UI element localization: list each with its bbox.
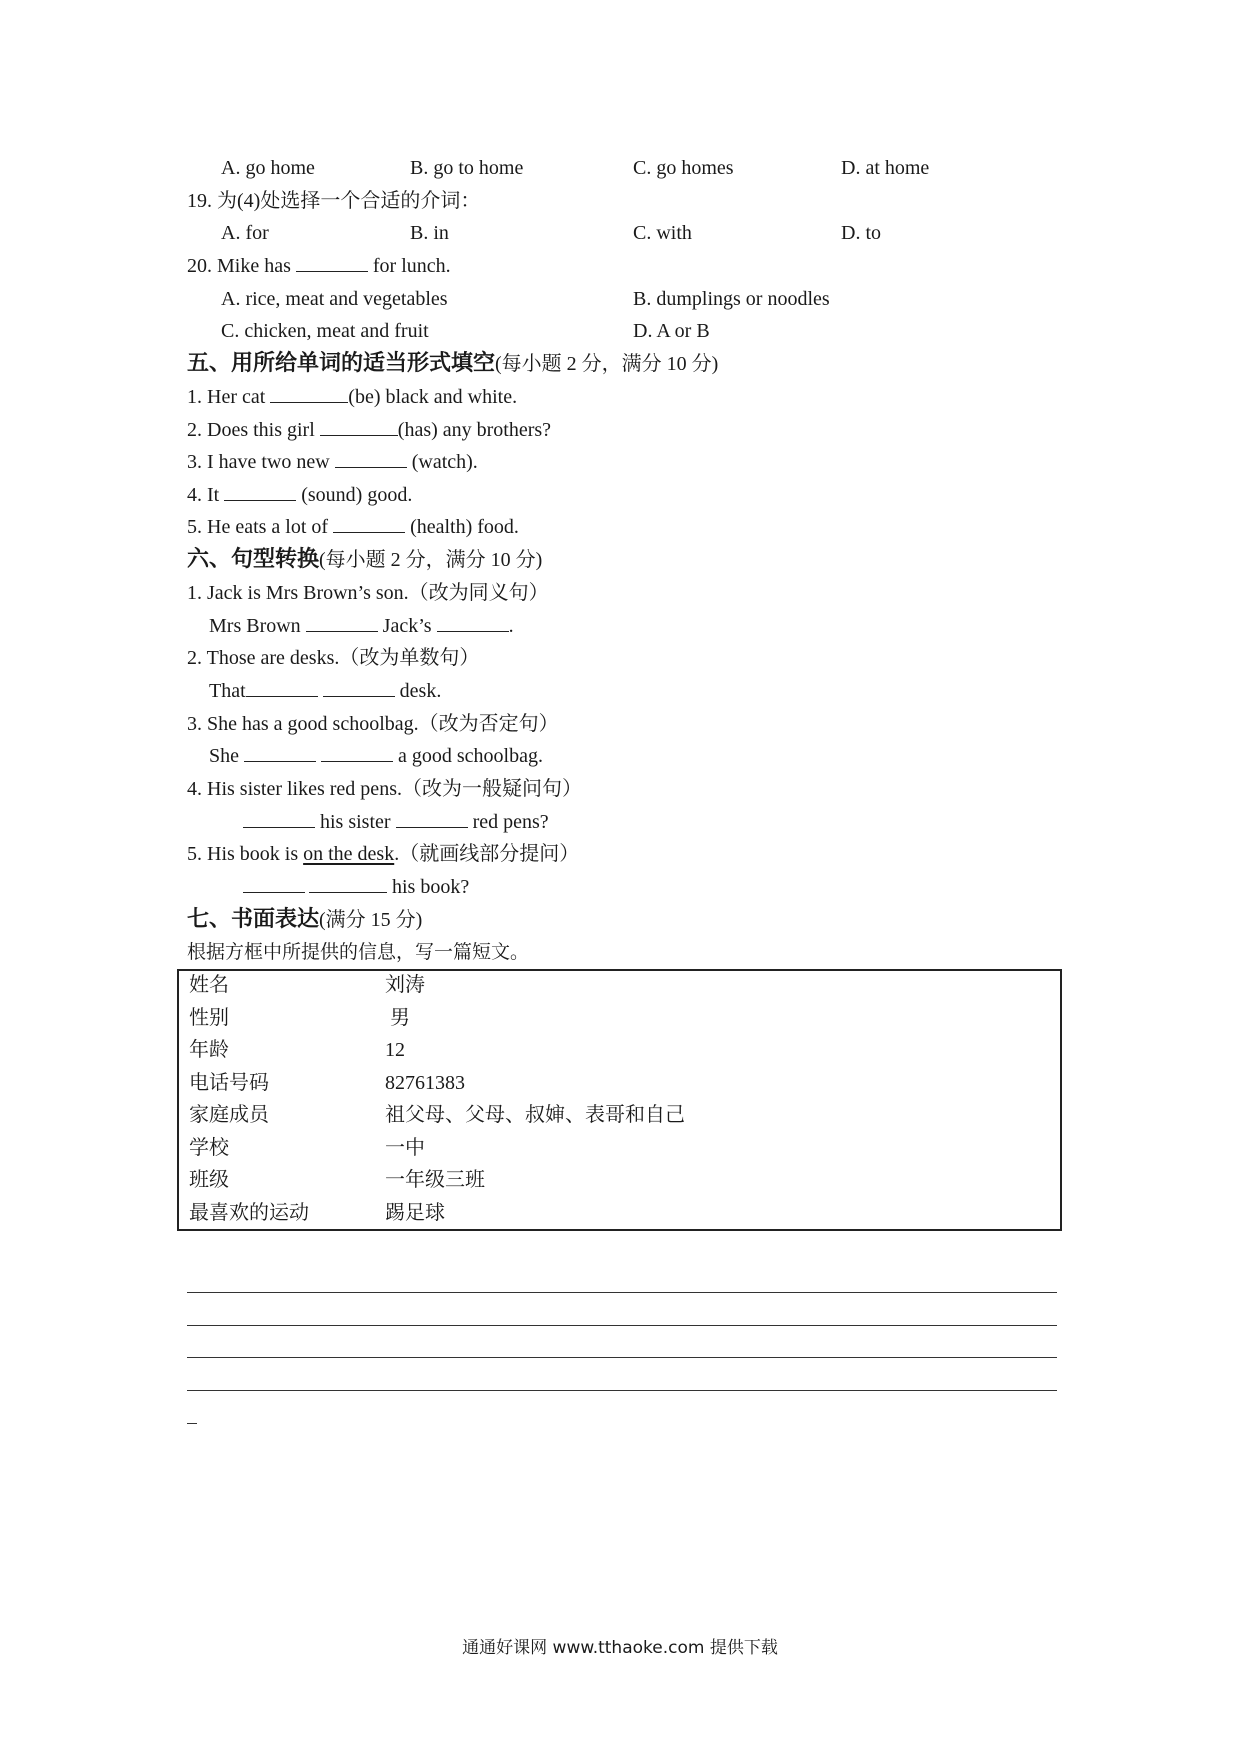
q20-stem-pre: 20. Mike has xyxy=(187,255,291,277)
q20-blank[interactable] xyxy=(296,251,368,272)
footer-credit: 通通好课网 www.tthaoke.com 提供下载 xyxy=(462,1638,778,1658)
info-row xyxy=(189,1197,1049,1230)
section6-q5-stem xyxy=(187,838,579,870)
info-key: 班级 xyxy=(189,1169,229,1191)
answer-text: his book? xyxy=(392,876,470,898)
info-row xyxy=(189,1067,1049,1100)
answer-blank[interactable] xyxy=(309,872,387,893)
info-key: 家庭成员 xyxy=(189,1104,269,1126)
section6-q5-answer xyxy=(243,871,469,903)
info-key: 姓名 xyxy=(189,974,229,996)
fill-blank[interactable] xyxy=(224,480,296,501)
info-value: 12 xyxy=(385,1039,405,1061)
answer-blank[interactable] xyxy=(244,741,316,762)
section5-item-4 xyxy=(187,479,412,511)
section5-score: (每小题 2 分，满分 10 分) xyxy=(495,353,719,375)
answer-text: . xyxy=(508,615,514,637)
item-text-pre: 4. It xyxy=(187,484,220,506)
stem-text: 5. His book is xyxy=(187,843,299,865)
section6-q4-stem: 4. His sister likes red pens.（改为一般疑问句） xyxy=(187,778,582,800)
section5-heading xyxy=(187,348,718,380)
section6-q2-stem: 2. Those are desks.（改为单数句） xyxy=(187,647,480,669)
q20-option-a: A. rice, meat and vegetables xyxy=(221,288,448,310)
item-text-pre: 2. Does this girl xyxy=(187,419,315,441)
section7-instruction: 根据方框中所提供的信息，写一篇短文。 xyxy=(187,941,530,963)
answer-text: Mrs Brown xyxy=(209,615,301,637)
item-text-post: (be) black and white. xyxy=(348,386,518,408)
q19-stem: 19. 为(4)处选择一个合适的介词： xyxy=(187,190,481,212)
item-text-post: (health) food. xyxy=(410,516,519,538)
fill-blank[interactable] xyxy=(335,447,407,468)
item-text-pre: 5. He eats a lot of xyxy=(187,516,329,538)
q18-option-c: C. go homes xyxy=(633,157,734,179)
info-row xyxy=(189,1034,1049,1067)
q19-option-a: A. for xyxy=(221,222,269,244)
info-value: 82761383 xyxy=(385,1072,465,1094)
writing-line[interactable] xyxy=(187,1390,1057,1391)
q20-stem-post: for lunch. xyxy=(372,255,451,277)
q19-option-d: D. to xyxy=(841,222,881,244)
info-value: 一年级三班 xyxy=(385,1169,485,1191)
info-value: 刘涛 xyxy=(385,974,425,996)
item-text-pre: 1. Her cat xyxy=(187,386,266,408)
q20-option-d: D. A or B xyxy=(633,320,710,342)
answer-blank[interactable] xyxy=(321,741,393,762)
info-row xyxy=(189,1002,1049,1035)
info-value: 男 xyxy=(385,1007,410,1029)
info-value: 祖父母、父母、叔婶、表哥和自己 xyxy=(385,1104,685,1126)
q18-option-d: D. at home xyxy=(841,157,930,179)
answer-text: That xyxy=(209,680,246,702)
answer-blank[interactable] xyxy=(437,611,509,632)
section5-title: 五、用所给单词的适当形式填空 xyxy=(187,351,496,376)
section6-q4-answer xyxy=(243,806,549,838)
answer-blank[interactable] xyxy=(246,676,318,697)
section5-item-2 xyxy=(187,414,551,446)
answer-blank[interactable] xyxy=(243,872,305,893)
section6-score: (每小题 2 分，满分 10 分) xyxy=(319,549,543,571)
info-key: 学校 xyxy=(189,1137,229,1159)
section7-title: 七、书面表达 xyxy=(187,907,320,932)
writing-line[interactable] xyxy=(187,1325,1057,1326)
section5-item-5 xyxy=(187,511,519,543)
info-row xyxy=(189,969,1049,1002)
q18-option-a: A. go home xyxy=(221,157,315,179)
section6-q1-answer xyxy=(209,610,514,642)
info-row xyxy=(189,1132,1049,1165)
section7-heading xyxy=(187,904,422,936)
info-key: 最喜欢的运动 xyxy=(189,1202,309,1224)
section5-item-3 xyxy=(187,446,478,478)
section6-q2-answer xyxy=(209,675,441,707)
answer-text: desk. xyxy=(399,680,442,702)
answer-text: a good schoolbag. xyxy=(398,745,543,767)
answer-blank[interactable] xyxy=(396,807,468,828)
answer-text: She xyxy=(209,745,239,767)
item-text-pre: 3. I have two new xyxy=(187,451,330,473)
stem-text: .（就画线部分提问） xyxy=(394,843,580,865)
q20-option-c: C. chicken, meat and fruit xyxy=(221,320,429,342)
answer-text: his sister xyxy=(320,811,391,833)
info-value: 一中 xyxy=(385,1137,425,1159)
section6-q3-answer xyxy=(209,740,543,772)
q20-stem xyxy=(187,250,451,282)
fill-blank[interactable] xyxy=(270,382,348,403)
info-row xyxy=(189,1164,1049,1197)
item-text-post: (sound) good. xyxy=(301,484,413,506)
writing-line-stub[interactable] xyxy=(187,1423,197,1424)
fill-blank[interactable] xyxy=(333,512,405,533)
info-key: 年龄 xyxy=(189,1039,229,1061)
answer-text: red pens? xyxy=(472,811,549,833)
q19-option-b: B. in xyxy=(410,222,449,244)
info-key: 电话号码 xyxy=(189,1072,269,1094)
item-text-post: (watch). xyxy=(411,451,478,473)
q19-option-c: C. with xyxy=(633,222,692,244)
writing-line[interactable] xyxy=(187,1357,1057,1358)
section6-q1-stem: 1. Jack is Mrs Brown’s son.（改为同义句） xyxy=(187,582,549,604)
section6-title: 六、句型转换 xyxy=(187,547,320,572)
info-key: 性别 xyxy=(189,1007,229,1029)
section7-score: (满分 15 分) xyxy=(319,909,423,931)
answer-blank[interactable] xyxy=(323,676,395,697)
fill-blank[interactable] xyxy=(320,415,398,436)
writing-line[interactable] xyxy=(187,1292,1057,1293)
item-text-post: (has) any brothers? xyxy=(397,419,552,441)
info-box xyxy=(177,969,1062,1231)
q20-option-b: B. dumplings or noodles xyxy=(633,288,830,310)
answer-blank[interactable] xyxy=(243,807,315,828)
underlined-phrase: on the desk xyxy=(303,843,395,865)
info-row xyxy=(189,1099,1049,1132)
section6-q3-stem: 3. She has a good schoolbag.（改为否定句） xyxy=(187,713,559,735)
section5-item-1 xyxy=(187,381,517,413)
answer-blank[interactable] xyxy=(306,611,378,632)
section6-heading xyxy=(187,544,542,576)
answer-text: Jack’s xyxy=(382,615,432,637)
info-value: 踢足球 xyxy=(385,1202,445,1224)
q18-option-b: B. go to home xyxy=(410,157,524,179)
